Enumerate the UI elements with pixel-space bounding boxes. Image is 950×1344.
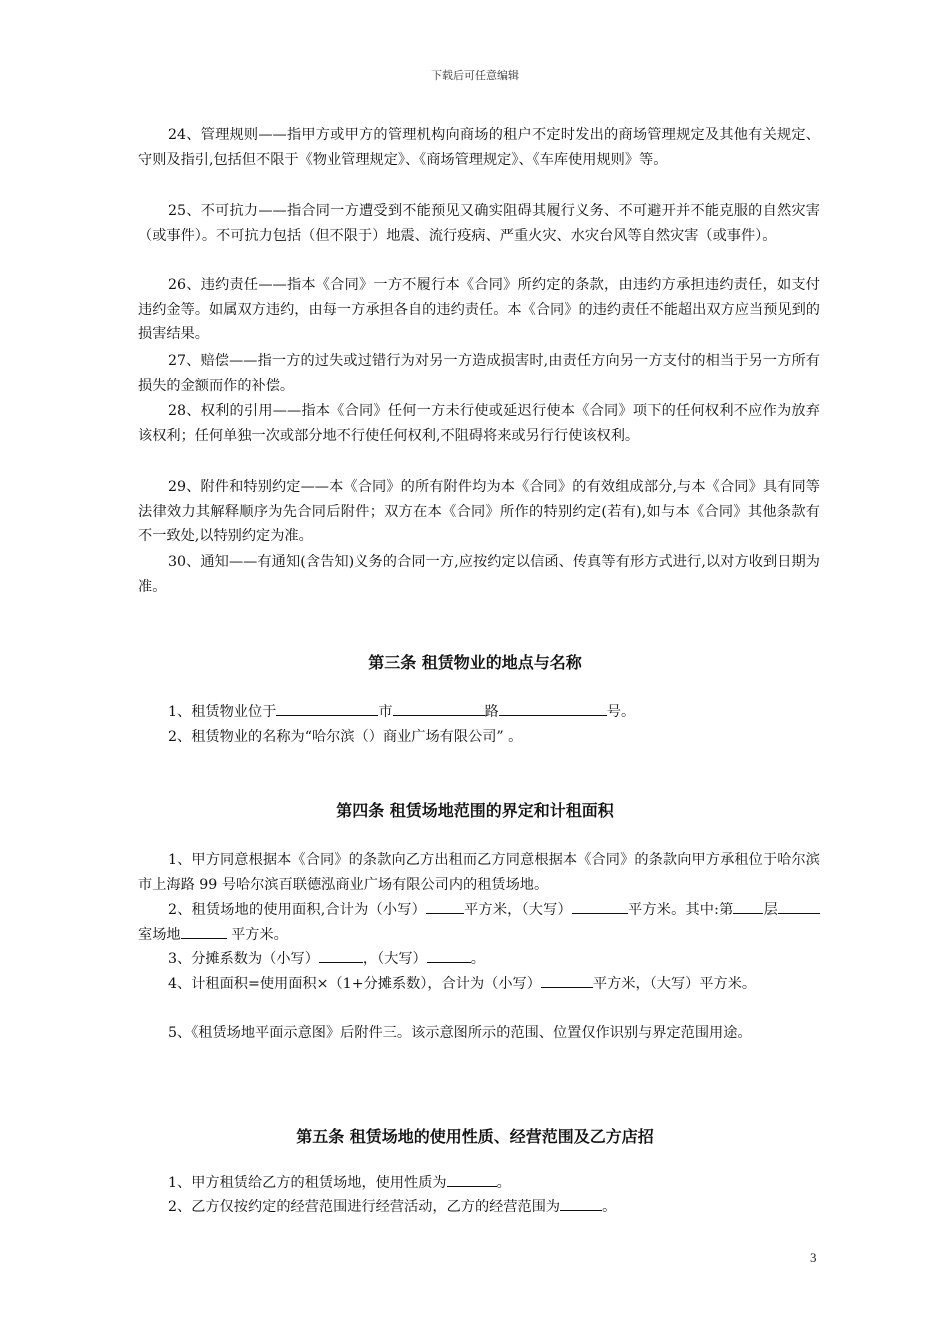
section-4-item-3: 3、分摊系数为（小写） ，（大写） 。 bbox=[138, 947, 820, 972]
section-4-item-2: 2、租赁场地的使用面积,合计为（小写） 平方米，（大写） 平方米。其中:第 层室场地 平方米。 bbox=[138, 898, 820, 947]
section-4-item-1: 1、甲方同意根据本《合同》的条款向乙方出租而乙方同意根据本《合同》的条款向甲方承租位于哈尔滨市上海路 99 号哈尔滨百联德泓商业广场有限公司内的租赁场地。 bbox=[138, 852, 820, 893]
blank-room-area bbox=[181, 924, 227, 939]
section-5-title: 第五条 租赁场地的使用性质、经营范围及乙方店招 bbox=[296, 1127, 654, 1146]
blank-business-scope bbox=[560, 1196, 602, 1211]
blank-rent-area-lower bbox=[541, 973, 593, 988]
section-3-title: 第三条 租赁物业的地点与名称 bbox=[368, 653, 582, 672]
clause-27: 27、赔偿——指一方的过失或过错行为对另一方造成损害时,由责任方向另一方支付的相当于另一方所有损失的金额而作的补偿。 bbox=[138, 353, 820, 394]
blank-factor-upper bbox=[427, 948, 471, 963]
blank-use-nature bbox=[447, 1172, 497, 1187]
blank-room bbox=[778, 899, 820, 914]
page-number: 3 bbox=[810, 1250, 817, 1265]
section-4-item-4: 4、计租面积=使用面积×（1+分摊系数），合计为（小写） 平方米，（大写）平方米。 bbox=[138, 972, 820, 997]
blank-factor-lower bbox=[319, 948, 363, 963]
blank-area-upper bbox=[572, 899, 628, 914]
section-3-item-2: 2、租赁物业的名称为“哈尔滨（）商业广场有限公司” 。 bbox=[168, 729, 523, 745]
section-4-item-5: 5、《租赁场地平面示意图》后附件三。该示意图所示的范围、位置仅作识别与界定范围用途。 bbox=[168, 1025, 752, 1041]
section-3-item-1: 1、租赁物业位于 市 路 号。 bbox=[138, 700, 820, 725]
clause-25: 25、不可抗力——指合同一方遭受到不能预见又确实阻碍其履行义务、不可避开并不能克服的自然灾害（或事件）。不可抗力包括（但不限于）地震、流行疫病、严重火灾、水灾台风等自然灾害（或事件）。 bbox=[138, 203, 820, 244]
section-5-item-1: 1、甲方租赁给乙方的租赁场地，使用性质为 。 bbox=[138, 1171, 820, 1196]
section-5-item-2: 2、乙方仅按约定的经营范围进行经营活动，乙方的经营范围为 。 bbox=[138, 1195, 820, 1220]
clause-24: 24、管理规则——指甲方或甲方的管理机构向商场的租户不定时发出的商场管理规定及其他有关规定、守则及指引,包括但不限于《物业管理规定》、《商场管理规定》、《车库使用规则》等。 bbox=[138, 127, 820, 168]
clause-28: 28、权利的引用——指本《合同》任何一方未行使或延迟行使本《合同》项下的任何权利不应作为放弃该权利；任何单独一次或部分地不行使任何权利,不阻碍将来或另行行使该权利。 bbox=[138, 403, 820, 444]
blank-number bbox=[499, 701, 607, 716]
clause-26: 26、违约责任——指本《合同》一方不履行本《合同》所约定的条款，由违约方承担违约责任，如支付违约金等。如属双方违约，由每一方承担各自的违约责任。本《合同》的违约责任不能超出双方应当预见到的损害结果。 bbox=[138, 277, 820, 342]
clause-29: 29、附件和特别约定——本《合同》的所有附件均为本《合同》的有效组成部分,与本《合同》具有同等法律效力其解释顺序为先合同后附件；双方在本《合同》所作的特别约定(若有),如与本《合同》其他条款有不一致处,以特别约定为准。 bbox=[138, 479, 820, 544]
page-header: 下载后可任意编辑 bbox=[431, 69, 519, 82]
blank-road bbox=[393, 701, 485, 716]
blank-floor bbox=[733, 899, 763, 914]
clause-30: 30、通知——有通知(含告知)义务的合同一方,应按约定以信函、传真等有形方式进行,以对方收到日期为准。 bbox=[138, 554, 820, 595]
blank-area-lower bbox=[426, 899, 464, 914]
blank-city bbox=[276, 701, 378, 716]
section-4-title: 第四条 租赁场地范围的界定和计租面积 bbox=[336, 801, 614, 820]
